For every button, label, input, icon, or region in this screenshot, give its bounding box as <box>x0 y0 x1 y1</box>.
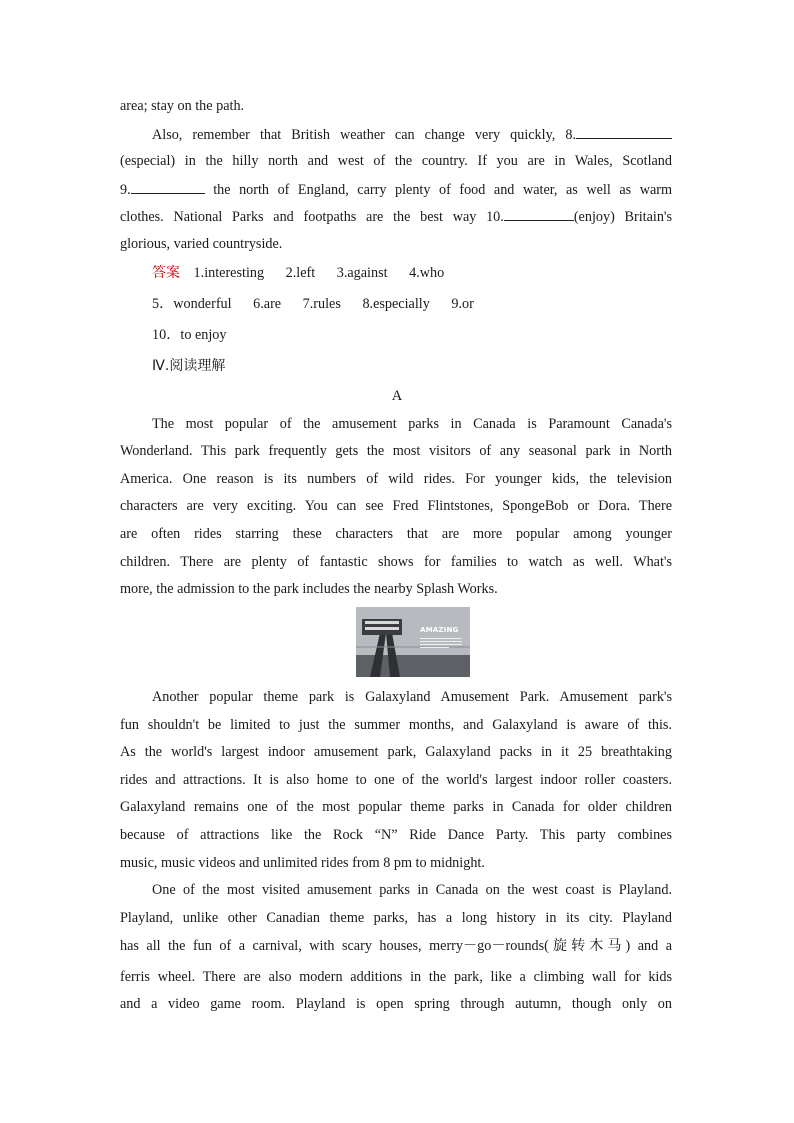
paragraph-line: Playland, unlike other Canadian theme parks, has a long history in its city. Playland <box>120 910 672 926</box>
section-title: Ⅳ.阅读理解 <box>152 358 226 374</box>
answer-blank-9 <box>131 179 205 194</box>
paragraph-line: characters are very exciting. You can see Fred Flintstones, SpongeBob or Dora. There <box>120 498 672 514</box>
paragraph-line: Wonderland. This park frequently gets the most visitors of any seasonal park in North <box>120 443 672 459</box>
answer-item: 6.are <box>253 296 282 312</box>
answer-blank-8 <box>576 124 672 139</box>
paragraph-line: music, music videos and unlimited rides from 8 pm to midnight. <box>120 855 485 871</box>
paragraph-line: rides and attractions. It is also home to one of the world's largest indoor roller coasters. <box>120 772 672 788</box>
answer-item: 7.rules <box>302 296 341 312</box>
paragraph-line: The most popular of the amusement parks in Canada is Paramount Canada's <box>152 416 672 432</box>
passage-line: glorious, varied countryside. <box>120 236 283 252</box>
passage-line: (especial) in the hilly north and west of the country. If you are in Wales, Scotland <box>120 153 672 169</box>
answer-item: 8.especially <box>362 296 430 312</box>
answer-item: 4.who <box>409 265 445 281</box>
passage-text: the north of England, carry plenty of food and water, as well as warm <box>204 182 672 198</box>
photo-headline: AMAZING <box>420 626 459 634</box>
paragraph-line: ferris wheel. There are also modern additions in the park, like a climbing wall for kids <box>120 969 672 985</box>
photo-caption-lines <box>420 636 462 650</box>
answer-item: 5．wonderful <box>152 296 232 312</box>
paragraph-line: children. There are plenty of fantastic shows for families to watch as well. What's <box>120 554 672 570</box>
paragraph-line: has all the fun of a carnival, with scary houses, merry－go－rounds(旋转木马) and a <box>120 938 672 954</box>
passage-text: Also, remember that British weather can change very quickly, 8. <box>152 127 576 143</box>
paragraph-line: As the world's largest indoor amusement park, Galaxyland packs in it 25 breathtaking <box>120 744 672 760</box>
answer-item: 1.interesting <box>193 265 265 281</box>
passage-line <box>120 206 672 227</box>
paragraph-line: Galaxyland remains one of the most popular theme parks in Canada for older children <box>120 799 672 815</box>
answer-item: 9.or <box>451 296 474 312</box>
paragraph-line: more, the admission to the park includes the nearby Splash Works. <box>120 581 498 597</box>
answer-label: 答案 <box>152 265 180 281</box>
part-heading: A <box>391 388 403 404</box>
answer-item: 3.against <box>336 265 388 281</box>
answer-item: 2.left <box>285 265 316 281</box>
passage-line <box>120 179 672 200</box>
paragraph-line: and a video game room. Playland is open spring through autumn, though only on <box>120 996 672 1012</box>
passage-text: 9. <box>120 182 131 198</box>
answer-row <box>152 263 672 283</box>
paragraph-line: fun shouldn't be limited to just the summer months, and Galaxyland is aware of this. <box>120 717 672 733</box>
passage-line <box>152 124 672 145</box>
paragraph-line: because of attractions like the Rock “N” Ride Dance Party. This party combines <box>120 827 672 843</box>
passage-text: (enjoy) Britain's <box>573 209 673 225</box>
passage-text: clothes. National Parks and footpaths are the best way 10. <box>120 209 504 225</box>
paragraph-line: One of the most visited amusement parks in Canada on the west coast is Playland. <box>152 882 672 898</box>
paragraph-line: Another popular theme park is Galaxyland Amusement Park. Amusement park's <box>152 689 672 705</box>
paragraph-line: America. One reason is its numbers of wild rides. For younger kids, the television <box>120 471 672 487</box>
answer-blank-10 <box>504 206 574 221</box>
answer-row <box>152 294 672 314</box>
passage-line: area; stay on the path. <box>120 98 245 114</box>
paragraph-line: are often rides starring these characters that are more popular among younger <box>120 526 672 542</box>
amusement-ride-photo <box>356 607 470 677</box>
answer-row: 10．to enjoy <box>152 327 227 343</box>
